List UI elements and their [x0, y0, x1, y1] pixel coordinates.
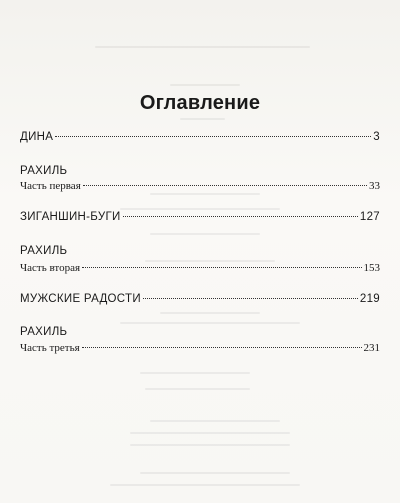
toc-entry-page: 127 [359, 211, 380, 223]
dot-leader [123, 216, 358, 217]
toc-part-heading: РАХИЛЬ [20, 165, 68, 177]
toc-entry-label: Часть третья [20, 342, 80, 354]
toc-entry-label: ДИНА [20, 131, 54, 143]
bleed-through-mark [140, 472, 290, 474]
bleed-through-mark [145, 388, 250, 390]
bleed-through-mark [180, 118, 225, 120]
toc-entry[interactable] [20, 211, 380, 223]
dot-leader [82, 347, 362, 348]
toc-part-heading: РАХИЛЬ [20, 245, 68, 257]
toc-entry-label: МУЖСКИЕ РАДОСТИ [20, 293, 141, 305]
toc-entry-label: ЗИГАНШИН-БУГИ [20, 211, 121, 223]
bleed-through-mark [130, 444, 290, 446]
bleed-through-mark [120, 208, 280, 210]
dot-leader [143, 298, 358, 299]
toc-entry-page: 231 [363, 342, 380, 354]
bleed-through-mark [95, 46, 310, 48]
toc-entry-page: 33 [369, 180, 380, 192]
bleed-through-mark [170, 84, 240, 86]
toc-entry[interactable] [20, 293, 380, 305]
toc-entry-page: 153 [363, 262, 380, 274]
bleed-through-mark [150, 193, 260, 195]
dot-leader [82, 267, 361, 268]
toc-entry-label: Часть первая [20, 180, 81, 192]
bleed-through-mark [110, 484, 300, 486]
bleed-through-mark [130, 432, 290, 434]
toc-entry[interactable] [20, 262, 380, 274]
bleed-through-mark [150, 233, 260, 235]
bleed-through-mark [150, 420, 280, 422]
bleed-through-mark [160, 312, 260, 314]
bleed-through-mark [120, 322, 300, 324]
toc-part-heading: РАХИЛЬ [20, 326, 68, 338]
toc-entry[interactable] [20, 180, 380, 192]
toc-entry[interactable] [20, 131, 380, 143]
toc-entry-label: Часть вторая [20, 262, 81, 274]
toc-entry-page: 219 [359, 293, 380, 305]
dot-leader [55, 136, 371, 137]
toc-entry[interactable] [20, 342, 380, 354]
toc-title: Оглавление [139, 92, 261, 114]
toc-entry-page: 3 [373, 131, 380, 143]
dot-leader [83, 185, 367, 186]
bleed-through-mark [140, 372, 250, 374]
